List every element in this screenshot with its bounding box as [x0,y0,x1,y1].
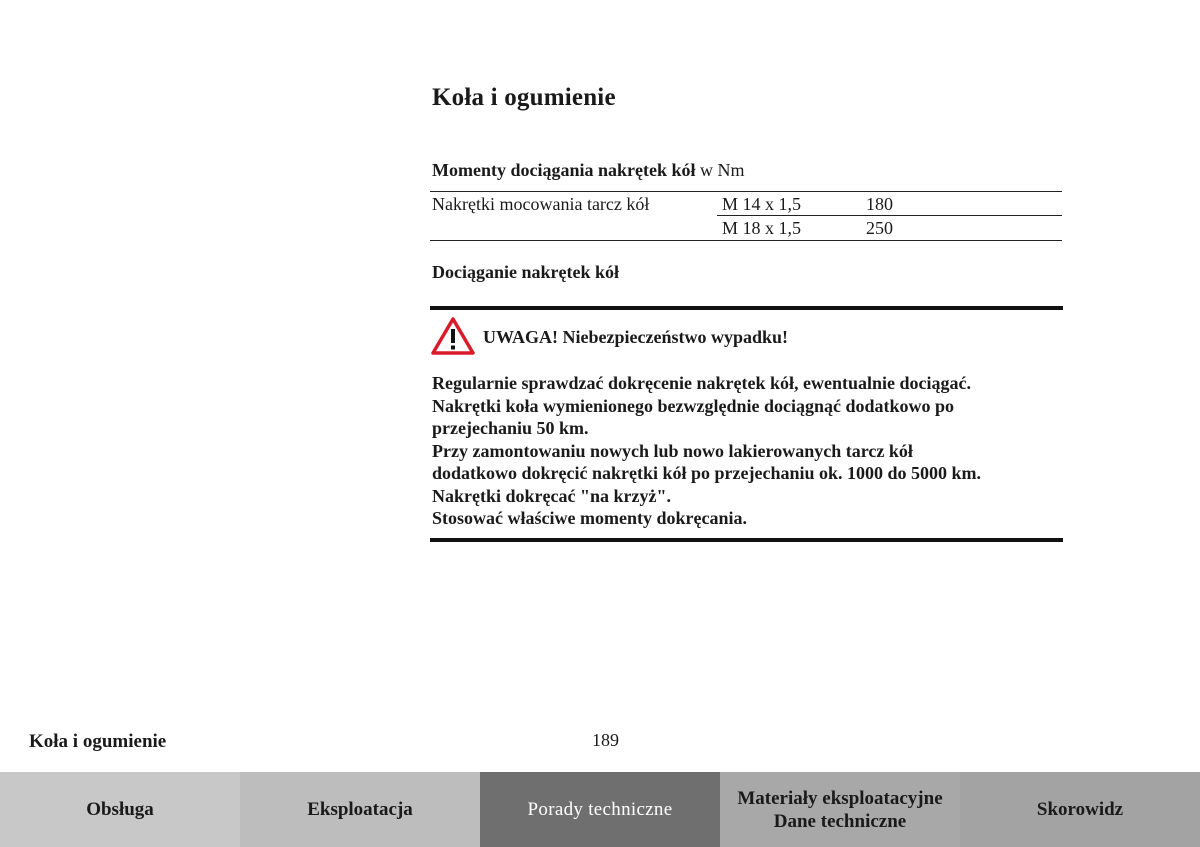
warning-line: Nakrętki koła wymienionego bezwzględnie dociągnąć dodatkowo po [432,395,955,416]
nav-tab-label: Skorowidz [1036,799,1124,820]
table-cell-value: 180 [866,194,893,214]
table-cell-value: 250 [866,218,893,238]
nav-tab-label: Porady techniczne [527,799,673,820]
warning-title: UWAGA! Niebezpieczeństwo wypadku! [483,327,788,347]
warning-line: Przy zamontowaniu nowych lub nowo lakierowanych tarcz kół [432,440,913,461]
warning-body [432,372,1072,530]
torque-heading [432,160,745,181]
table-bottom-rule [430,240,1062,241]
nav-tab-porady-techniczne[interactable] [480,772,720,847]
nav-tab-label: Eksploatacja [307,799,413,820]
torque-heading-bold: Momenty dociągania nakrętek kół [432,160,696,180]
footer-section-title: Koła i ogumienie [29,731,167,752]
table-mid-rule [717,215,1062,216]
nav-tab-label: Obsługa [86,799,154,820]
nav-tab-skorowidz[interactable] [960,772,1200,847]
bottom-nav [0,772,1200,847]
warning-triangle-icon [431,317,475,355]
nav-tab-materialy-dane[interactable] [720,772,960,847]
warning-bottom-rule [430,538,1063,542]
nav-tab-label-line2: Dane techniczne [773,810,907,832]
nav-tab-label-line1: Materiały eksploatacyjne [737,787,943,809]
section-heading: Dociąganie nakrętek kół [432,262,619,282]
page-number: 189 [592,730,619,750]
nav-tab-eksploatacja[interactable] [240,772,480,847]
table-cell-thread: M 14 x 1,5 [722,194,802,214]
table-row-label: Nakrętki mocowania tarcz kół [432,194,650,214]
page-title: Koła i ogumienie [432,84,616,111]
warning-line: Nakrętki dokręcać "na krzyż". [432,485,671,506]
warning-top-rule [430,306,1063,310]
warning-line: Stosować właściwe momenty dokręcania. [432,508,747,528]
warning-line: Regularnie sprawdzać dokręcenie nakrętek kół, ewentualnie dociągać. [432,373,971,393]
torque-heading-unit: w Nm [695,160,745,180]
nav-tab-obsluga[interactable] [0,772,240,847]
warning-line: dodatkowo dokręcić nakrętki kół po przejechaniu ok. 1000 do 5000 km. [432,463,982,483]
table-top-rule [430,191,1062,192]
warning-line: przejechaniu 50 km. [432,418,589,438]
table-cell-thread: M 18 x 1,5 [722,218,802,238]
